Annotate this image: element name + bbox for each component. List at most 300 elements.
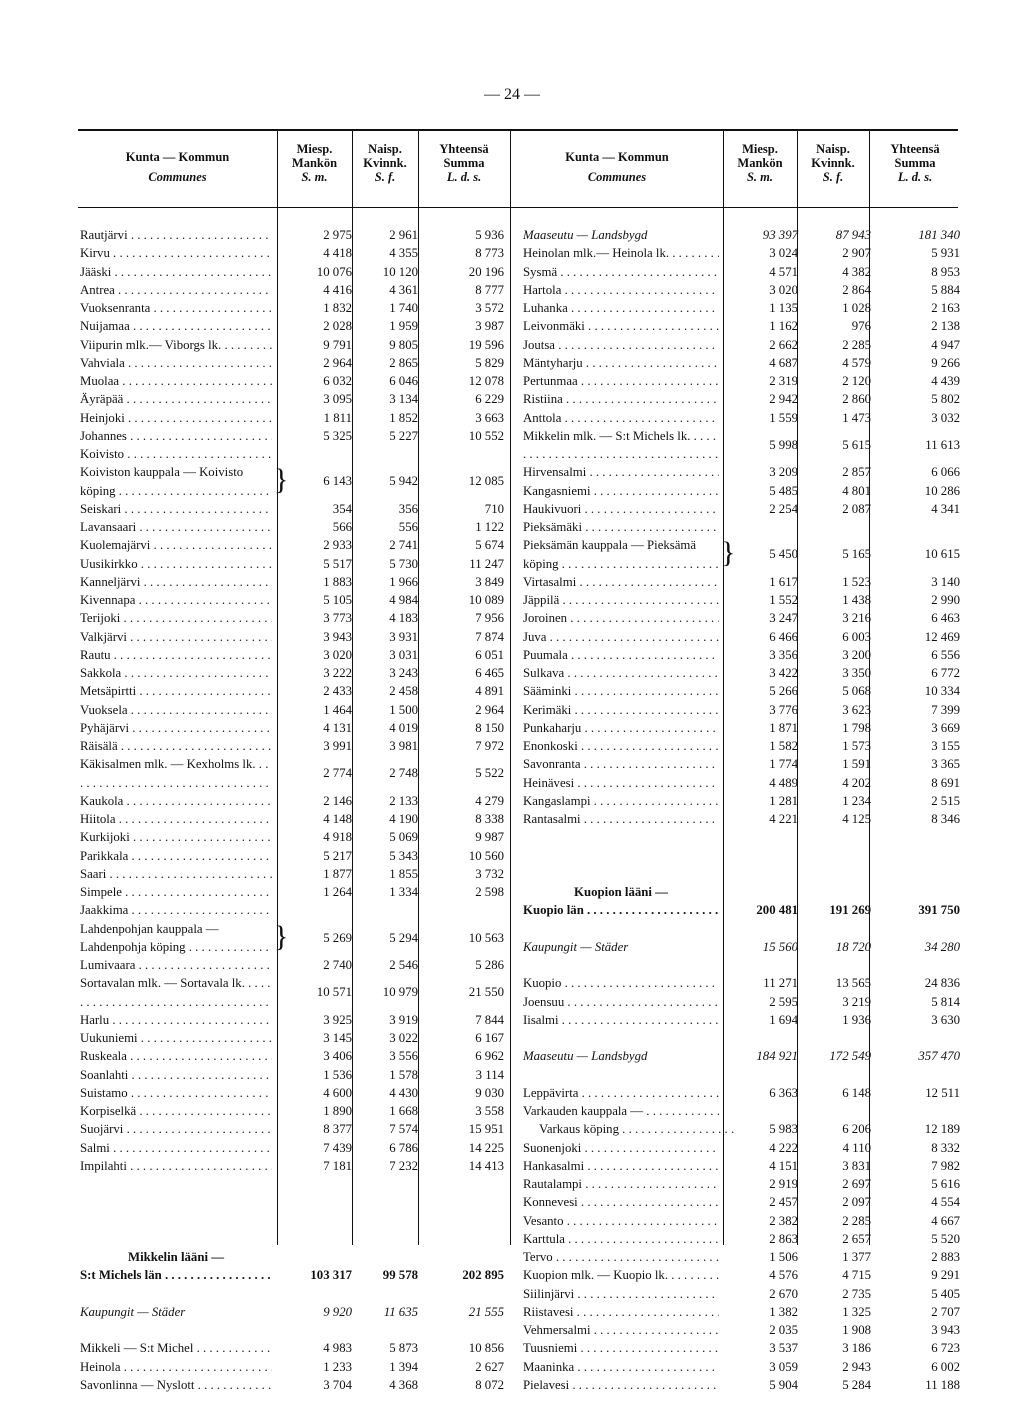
grand-total: 391 750	[918, 903, 960, 918]
table-row	[523, 390, 960, 408]
total-count: 7 844	[475, 1012, 504, 1027]
total-count: 710	[484, 501, 504, 516]
female-count: 1 028	[842, 301, 871, 315]
total-count: 10 563	[468, 930, 504, 945]
female-count: 4 183	[389, 611, 418, 626]
table-row	[80, 536, 510, 554]
female-count: 13 565	[835, 976, 871, 991]
municipality-name: Koivisto . . .	[80, 445, 272, 463]
female-count: 4 110	[842, 1140, 871, 1155]
female-count: 5 165	[842, 547, 871, 562]
female-count: 4 579	[842, 355, 871, 370]
total-count: 4 439	[931, 374, 960, 388]
total-count: 7 399	[931, 702, 960, 717]
female-count: 2 657	[842, 1231, 871, 1246]
male-count: 3 356	[769, 647, 798, 662]
female-count: 3 919	[389, 1012, 418, 1027]
total-count: 10 552	[468, 428, 504, 443]
table-row	[523, 1193, 960, 1211]
municipality-name: Antrea . . .	[80, 281, 272, 299]
table-row	[80, 500, 510, 518]
table-row	[523, 974, 960, 992]
total-count: 7 874	[475, 629, 504, 644]
total-count: 5 522	[475, 766, 504, 781]
table-row	[523, 646, 960, 664]
table-row	[523, 1120, 960, 1138]
male-count: 1 559	[769, 410, 798, 425]
female-count: 4 125	[842, 812, 871, 826]
municipality-name: Hankasalmi . . .	[523, 1157, 719, 1175]
total-count: 11 188	[925, 1377, 960, 1392]
male-count: 2 740	[323, 958, 352, 972]
male-count: 93 397	[762, 228, 798, 242]
total-count: 24 836	[924, 976, 960, 991]
total-count: 6 772	[931, 666, 960, 680]
male-total: 200 481	[756, 903, 798, 918]
total-count: 12 078	[468, 374, 504, 388]
municipality-name: Suistamo . . .	[80, 1084, 272, 1102]
table-row	[80, 591, 510, 609]
female-count: 1 798	[842, 720, 871, 735]
male-count: 11 271	[763, 976, 798, 991]
total-count: 2 707	[931, 1304, 960, 1319]
header-yht-left: Yhteensä Summa L. d. s.	[439, 142, 489, 184]
table-row	[80, 682, 510, 700]
municipality-name: Kangaslampi . . .	[523, 792, 719, 810]
male-count: 3 209	[769, 465, 798, 480]
table-row	[523, 701, 960, 719]
total-count: 6 465	[475, 666, 504, 680]
municipality-name: Leppävirta . . .	[523, 1084, 719, 1102]
municipality-name: Vahviala . . .	[80, 354, 272, 372]
municipality-name: Mikkelin mlk. — S:t Michels lk. . . .	[523, 427, 719, 464]
total-count: 7 972	[475, 739, 504, 753]
municipality-name: Soanlahti . . .	[80, 1066, 272, 1084]
municipality-name: Käkisalmen mlk. — Kexholms lk. . . .	[80, 755, 272, 792]
spacer	[523, 847, 960, 884]
municipality-name: Nuijamaa . . .	[80, 317, 272, 335]
table-row	[80, 1029, 510, 1047]
male-count: 4 151	[769, 1158, 798, 1173]
municipality-name: Punkaharju . . .	[523, 719, 719, 737]
grand-total: 202 895	[462, 1268, 504, 1283]
male-count: 4 416	[323, 282, 352, 297]
table-row	[523, 664, 960, 682]
total-count: 4 554	[931, 1195, 960, 1210]
female-count: 4 190	[389, 812, 418, 826]
municipality-name: Kuopio . . .	[523, 974, 719, 992]
male-total: 103 317	[310, 1268, 352, 1283]
total-count: 2 964	[475, 702, 504, 717]
male-count: 3 095	[323, 392, 352, 407]
municipality-name: Tervo . . .	[523, 1248, 719, 1266]
table-row	[523, 1358, 960, 1376]
male-count: 4 687	[769, 355, 798, 370]
male-count: 1 890	[323, 1104, 352, 1118]
table-row	[80, 1066, 510, 1084]
male-count: 2 964	[323, 355, 352, 370]
female-count: 1 377	[842, 1250, 871, 1264]
male-count: 3 020	[323, 647, 352, 662]
male-count: 4 983	[323, 1341, 352, 1356]
municipality-name: Kuolemajärvi . . .	[80, 536, 272, 554]
total-count: 5 405	[931, 1286, 960, 1301]
male-count: 3 145	[323, 1031, 352, 1045]
table-row	[523, 993, 960, 1011]
table-row	[523, 536, 960, 573]
table-row	[80, 901, 510, 919]
female-count: 4 430	[389, 1085, 418, 1100]
male-count: 2 863	[769, 1231, 798, 1246]
male-count: 1 694	[769, 1012, 798, 1027]
female-count: 2 860	[842, 392, 871, 407]
male-count: 2 919	[769, 1177, 798, 1191]
table-row	[80, 1339, 510, 1357]
spacer	[523, 1066, 960, 1084]
female-count: 2 857	[842, 465, 871, 480]
male-count: 184 921	[756, 1049, 798, 1064]
table-row	[80, 263, 510, 281]
total-count: 3 155	[931, 739, 960, 753]
municipality-name: Pyhäjärvi . . .	[80, 719, 272, 737]
male-count: 1 162	[769, 319, 798, 334]
female-count: 3 186	[842, 1341, 871, 1356]
total-count: 6 002	[931, 1359, 960, 1374]
total-count: 3 558	[475, 1104, 504, 1118]
male-count: 1 552	[769, 593, 798, 607]
male-count: 3 422	[769, 666, 798, 680]
male-count: 5 983	[769, 1122, 798, 1137]
spacer	[80, 1175, 510, 1212]
total-count: 5 829	[475, 355, 504, 370]
brace-mark: }	[274, 463, 289, 497]
table-row	[523, 628, 960, 646]
header-miesp-left: Miesp. Mankön S. m.	[291, 142, 338, 184]
table-row	[80, 865, 510, 883]
female-count: 1 234	[842, 793, 871, 808]
female-count: 3 134	[389, 392, 418, 407]
municipality-name: Simpele . . .	[80, 883, 272, 901]
municipality-name: Korpiselkä . . .	[80, 1102, 272, 1120]
male-count: 2 662	[769, 337, 798, 352]
male-count: 7 181	[323, 1158, 352, 1173]
total-count: 6 229	[475, 392, 504, 407]
female-count: 2 458	[389, 684, 418, 699]
male-count: 4 221	[769, 812, 798, 826]
male-count: 3 704	[323, 1377, 352, 1392]
municipality-name: Heinjoki . . .	[80, 409, 272, 427]
table-row	[80, 1011, 510, 1029]
table-row	[523, 299, 960, 317]
municipality-name: Uusikirkko . . .	[80, 555, 272, 573]
municipality-name: Juva . . .	[523, 628, 719, 646]
table-row	[80, 920, 510, 957]
left-column	[80, 226, 510, 1394]
total-count: 5 802	[931, 392, 960, 407]
female-count: 5 730	[389, 556, 418, 571]
total-count: 6 556	[931, 647, 960, 662]
total-count: 2 883	[931, 1250, 960, 1264]
municipality-name: Vehmersalmi . . .	[523, 1321, 719, 1339]
male-count: 1 233	[323, 1359, 352, 1374]
female-count: 1 668	[389, 1104, 418, 1118]
table-row	[80, 226, 510, 244]
male-count: 3 020	[769, 282, 798, 297]
male-count: 2 382	[769, 1213, 798, 1228]
municipality-name: Joutsa . . .	[523, 336, 719, 354]
spacer	[80, 1321, 510, 1339]
section-title-sv: Kuopio län . . .	[523, 901, 719, 919]
table-row	[523, 1102, 960, 1120]
female-count: 1 523	[842, 574, 871, 589]
total-count: 3 943	[931, 1323, 960, 1337]
municipality-name: Kangasniemi . . .	[523, 482, 719, 500]
municipality-name: Impilahti . . .	[80, 1157, 272, 1175]
table-row	[523, 518, 960, 536]
municipality-name: Räisälä . . .	[80, 737, 272, 755]
header-miesp-right: Miesp. Mankön S. m.	[737, 142, 783, 184]
total-count: 3 114	[475, 1067, 504, 1082]
female-count: 3 216	[842, 611, 871, 626]
municipality-name: Pielavesi . . .	[523, 1376, 719, 1394]
female-count: 1 908	[842, 1323, 871, 1337]
total-count: 2 163	[931, 301, 960, 315]
table-row	[80, 847, 510, 865]
total-count: 12 189	[924, 1122, 960, 1137]
total-count: 4 947	[931, 337, 960, 352]
male-count: 2 028	[323, 319, 352, 334]
total-count: 2 598	[475, 885, 504, 899]
table-row	[80, 628, 510, 646]
municipality-name: Kaupungit — Städer	[523, 939, 629, 954]
section-total-row	[80, 1266, 510, 1284]
male-count: 5 485	[769, 483, 798, 498]
male-count: 3 247	[769, 611, 798, 626]
male-count: 2 319	[769, 374, 798, 388]
municipality-name: Heinolan mlk.— Heinola lk. . . .	[523, 244, 719, 262]
municipality-name: Suonenjoki . . .	[523, 1139, 719, 1157]
total-count: 10 286	[924, 483, 960, 498]
total-count: 8 346	[931, 812, 960, 826]
male-count: 6 466	[769, 629, 798, 644]
table-row	[80, 1376, 510, 1394]
female-count: 2 285	[842, 337, 871, 352]
municipality-name: Metsäpirtti . . .	[80, 682, 272, 700]
total-count: 8 332	[931, 1140, 960, 1155]
total-count: 14 413	[468, 1158, 504, 1173]
section-title	[80, 1248, 510, 1266]
female-count: 3 981	[389, 739, 418, 753]
municipality-name: Uukuniemi . . .	[80, 1029, 272, 1047]
municipality-name: Varkaus köping . . .	[523, 1120, 735, 1138]
female-count: 556	[398, 520, 418, 534]
total-count: 10 560	[468, 848, 504, 863]
male-count: 1 832	[323, 301, 352, 315]
total-count: 9 030	[475, 1085, 504, 1100]
male-count: 3 925	[323, 1012, 352, 1027]
spacer	[523, 828, 960, 846]
female-count: 7 232	[389, 1158, 418, 1173]
female-count: 2 748	[389, 766, 418, 781]
total-count: 19 596	[468, 337, 504, 352]
table-row	[80, 281, 510, 299]
male-count: 5 266	[769, 684, 798, 699]
table-row	[80, 317, 510, 335]
municipality-name: Virtasalmi . . .	[523, 573, 719, 591]
female-count: 4 355	[389, 246, 418, 261]
total-count: 7 956	[475, 611, 504, 626]
total-count: 3 732	[475, 866, 504, 881]
municipality-name: Saari . . .	[80, 865, 272, 883]
total-count: 181 340	[918, 228, 960, 242]
male-count: 1 264	[323, 885, 352, 899]
female-count: 3 200	[842, 647, 871, 662]
total-count: 8 691	[931, 775, 960, 790]
female-count: 5 069	[389, 830, 418, 845]
table-row	[80, 974, 510, 1011]
male-count: 2 035	[769, 1323, 798, 1337]
male-count: 1 382	[769, 1304, 798, 1319]
female-count: 1 573	[842, 739, 871, 753]
section-title	[523, 883, 960, 901]
municipality-name: Kanneljärvi . . .	[80, 573, 272, 591]
municipality-name: Suojärvi . . .	[80, 1120, 272, 1138]
municipality-name: Heinävesi . . .	[523, 774, 719, 792]
municipality-name: Koiviston kauppala — Koivisto köping . . .	[80, 463, 272, 500]
table-row	[523, 1285, 960, 1303]
spacer	[523, 920, 960, 938]
municipality-name: Ristiina . . .	[523, 390, 719, 408]
header-kunta-left: Kunta — Kommun Communes	[125, 150, 230, 184]
municipality-name: Rautu . . .	[80, 646, 272, 664]
total-count: 2 990	[931, 593, 960, 607]
total-count: 8 338	[475, 812, 504, 826]
female-count: 10 120	[382, 264, 418, 279]
table-row	[523, 792, 960, 810]
female-count: 2 907	[842, 246, 871, 261]
male-count: 10 076	[316, 264, 352, 279]
table-row	[523, 263, 960, 281]
female-count: 1 438	[842, 593, 871, 607]
female-count: 2 735	[842, 1286, 871, 1301]
municipality-name: Kuopion mlk. — Kuopio lk. . . .	[523, 1266, 719, 1284]
total-count: 8 777	[475, 282, 504, 297]
municipality-name: Salmi . . .	[80, 1139, 272, 1157]
female-count: 1 936	[842, 1012, 871, 1027]
female-count: 356	[398, 501, 418, 516]
female-count: 6 786	[389, 1140, 418, 1155]
male-count: 3 537	[769, 1341, 798, 1356]
municipality-name: Sysmä . . .	[523, 263, 719, 281]
table-row	[523, 1376, 960, 1394]
male-count: 10 571	[316, 985, 352, 1000]
female-count: 172 549	[829, 1049, 871, 1064]
municipality-name: Luhanka . . .	[523, 299, 719, 317]
municipality-name: Lumivaara . . .	[80, 956, 272, 974]
brace-mark: }	[274, 919, 289, 953]
male-count: 1 877	[323, 866, 352, 881]
female-count: 3 219	[842, 994, 871, 1009]
column-divider	[510, 131, 511, 1245]
female-count: 2 087	[842, 501, 871, 516]
municipality-name: Savonranta . . .	[523, 755, 719, 773]
municipality-name: Vuoksenranta . . .	[80, 299, 272, 317]
male-count: 5 105	[323, 593, 352, 607]
municipality-name: Iisalmi . . .	[523, 1011, 719, 1029]
total-count: 6 051	[475, 647, 504, 662]
male-count: 1 536	[323, 1067, 352, 1082]
female-count: 3 022	[389, 1031, 418, 1045]
municipality-name: Hartola . . .	[523, 281, 719, 299]
spacer	[80, 1212, 510, 1249]
total-count: 5 931	[931, 246, 960, 261]
female-count: 2 097	[842, 1195, 871, 1210]
table-row	[523, 500, 960, 518]
municipality-name: Enonkoski . . .	[523, 737, 719, 755]
male-count: 3 776	[769, 702, 798, 717]
table-row	[80, 1047, 510, 1065]
header-rule	[78, 207, 958, 208]
table-row	[523, 573, 960, 591]
female-count: 2 697	[842, 1177, 871, 1191]
male-count: 6 143	[323, 474, 352, 489]
total-count: 3 630	[931, 1012, 960, 1027]
table-row	[523, 1303, 960, 1321]
female-count: 5 294	[389, 930, 418, 945]
section-title-fi: Kuopion lääni —	[574, 885, 668, 899]
female-count: 3 831	[842, 1158, 871, 1173]
table-row	[523, 938, 960, 956]
female-count: 2 546	[389, 958, 418, 972]
total-count: 8 953	[931, 264, 960, 279]
table-row	[523, 1266, 960, 1284]
table-row	[80, 390, 510, 408]
total-count: 6 962	[475, 1049, 504, 1064]
male-count: 2 595	[769, 994, 798, 1009]
male-count: 4 571	[769, 264, 798, 279]
table-row	[80, 828, 510, 846]
male-count: 5 904	[769, 1377, 798, 1392]
total-count: 12 511	[925, 1085, 960, 1100]
table-row	[523, 609, 960, 627]
municipality-name: Hiitola . . .	[80, 810, 272, 828]
male-count: 5 517	[323, 556, 352, 571]
total-count: 11 613	[925, 437, 960, 452]
table-row	[523, 244, 960, 262]
male-count: 9 920	[323, 1304, 352, 1319]
female-count: 4 202	[842, 775, 871, 790]
female-count: 5 284	[842, 1377, 871, 1392]
male-count: 3 024	[769, 246, 798, 261]
female-count: 11 635	[383, 1304, 418, 1319]
male-count: 5 450	[769, 547, 798, 562]
female-count: 3 243	[389, 666, 418, 680]
female-count: 1 578	[389, 1067, 418, 1082]
table-row	[523, 463, 960, 481]
table-row	[523, 1248, 960, 1266]
total-count: 357 470	[918, 1049, 960, 1064]
table-row	[80, 372, 510, 390]
total-count: 20 196	[468, 264, 504, 279]
female-count: 4 019	[389, 720, 418, 735]
municipality-name: Lahdenpohjan kauppala — Lahdenpohja köping . . .	[80, 920, 272, 957]
male-count: 566	[332, 520, 352, 534]
spacer	[523, 956, 960, 974]
table-row	[80, 1084, 510, 1102]
total-count: 4 341	[931, 501, 960, 516]
male-count: 1 506	[769, 1250, 798, 1264]
municipality-name: Varkauden kauppala — . . .	[523, 1102, 719, 1120]
